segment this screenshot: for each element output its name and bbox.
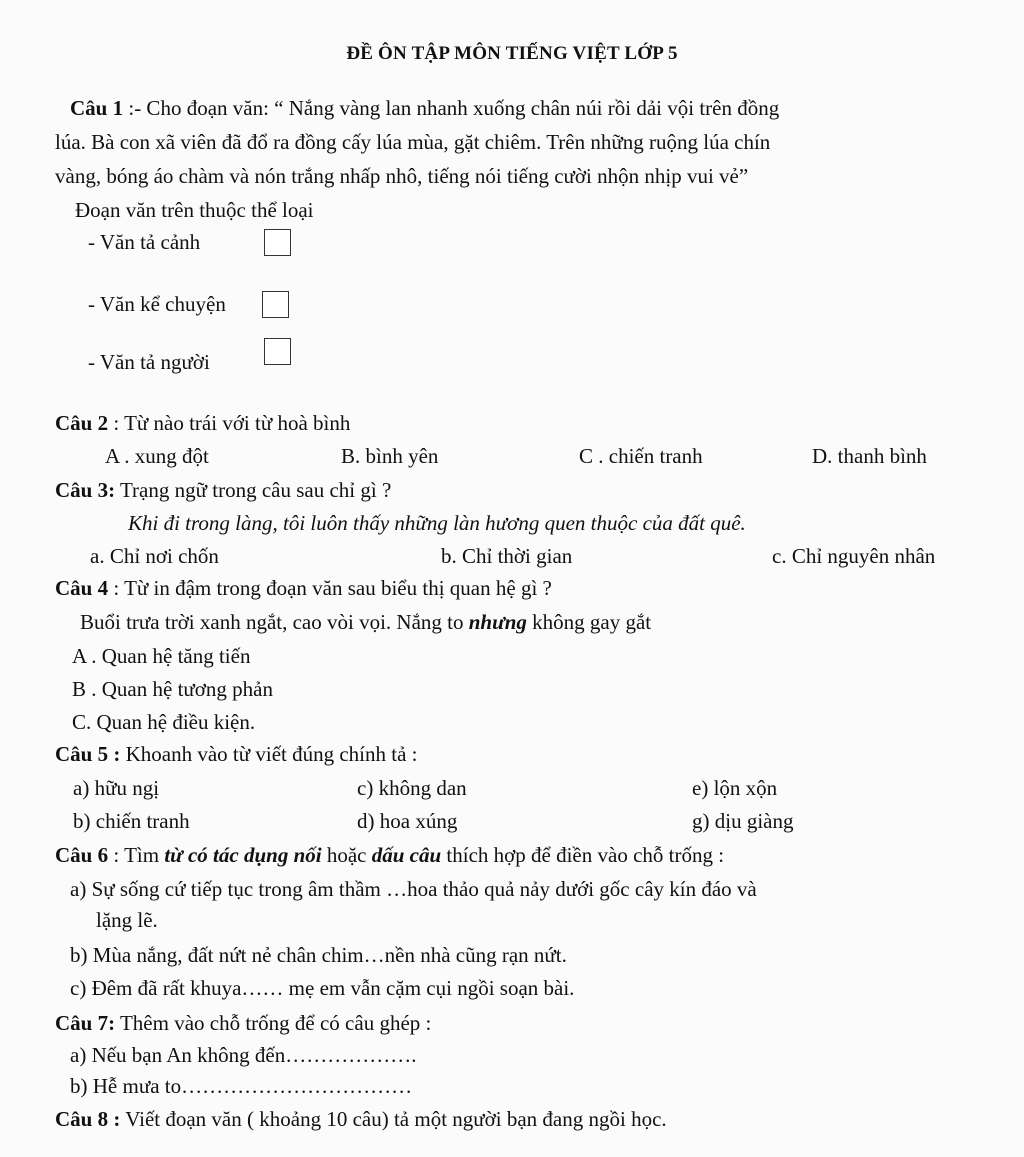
q6-line	[55, 842, 724, 868]
q7-line	[55, 1010, 431, 1036]
q1-checkbox-3[interactable]	[264, 338, 291, 365]
q8-text: Viết đoạn văn ( khoảng 10 câu) tả một người bạn đang ngồi học.	[120, 1107, 667, 1131]
q1-option-1: - Văn tả cảnh	[88, 230, 201, 254]
q3-option-a: a. Chỉ nơi chốn	[90, 544, 219, 568]
q4-text: : Từ in đậm trong đoạn văn sau biểu thị quan hệ gì ?	[108, 576, 552, 600]
q6-item-c: c) Đêm đã rất khuya…… mẹ em vẫn cặm cụi ngồi soạn bài.	[70, 976, 575, 1000]
q5-option-a: a) hữu ngị	[73, 776, 160, 800]
q4-line	[55, 575, 552, 601]
q8-label: Câu 8 :	[55, 1107, 121, 1131]
q2-label: Câu 2	[55, 411, 109, 435]
q6-bold-connector: từ có tác dụng nối	[164, 843, 322, 867]
q1-checkbox-2[interactable]	[262, 291, 289, 318]
q5-line	[55, 741, 418, 767]
q5-label: Câu 5 :	[55, 742, 121, 766]
q3-text: Trạng ngữ trong câu sau chỉ gì ?	[115, 478, 392, 502]
q1-line-1	[70, 95, 779, 121]
q6-bold-punctuation: dấu câu	[371, 843, 442, 867]
q8-line	[55, 1106, 667, 1132]
q1-option-3: - Văn tả người	[88, 350, 210, 374]
q2-option-c: C . chiến tranh	[579, 444, 703, 468]
page-title: ĐỀ ÔN TẬP MÔN TIẾNG VIỆT LỚP 5	[346, 43, 678, 64]
q4-option-b: B . Quan hệ tương phản	[72, 677, 273, 701]
q7-item-a: a) Nếu bạn An không đến……………….	[70, 1043, 417, 1067]
q5-option-g: g) dịu giàng	[692, 809, 794, 833]
q5-option-d: d) hoa xúng	[357, 809, 458, 833]
q2-option-d: D. thanh bình	[812, 444, 927, 468]
q5-option-b: b) chiến tranh	[73, 809, 190, 833]
q4-option-c: C. Quan hệ điều kiện.	[72, 710, 256, 734]
q6-text-c: thích hợp để điền vào chỗ trống :	[441, 843, 725, 867]
q1-option-2: - Văn kể chuyện	[88, 292, 226, 316]
q4-passage-before: Buổi trưa trời xanh ngắt, cao vòi vọi. Nắng to	[80, 610, 469, 634]
q6-text-b: hoặc	[321, 843, 372, 867]
q1-prompt: Đoạn văn trên thuộc thể loại	[75, 198, 314, 222]
q7-label: Câu 7:	[55, 1011, 116, 1035]
q1-line-3: vàng, bóng áo chàm và nón trắng nhấp nhô, tiếng nói tiếng cười nhộn nhịp vui vẻ”	[55, 164, 749, 188]
q5-option-c: c) không dan	[357, 776, 467, 800]
q6-item-a-line-1: a) Sự sống cứ tiếp tục trong âm thầm …hoa thảo quả nảy dưới gốc cây kín đáo và	[70, 877, 757, 901]
q7-item-b: b) Hễ mưa to……………………………	[70, 1074, 413, 1098]
q3-label: Câu 3:	[55, 478, 116, 502]
q3-option-c: c. Chỉ nguyên nhân	[772, 544, 936, 568]
q6-item-a-line-2: lặng lẽ.	[96, 908, 158, 932]
q3-sentence: Khi đi trong làng, tôi luôn thấy những làn hương quen thuộc của đất quê.	[128, 511, 746, 535]
q1-line-2: lúa. Bà con xã viên đã đổ ra đồng cấy lúa mùa, gặt chiêm. Trên những ruộng lúa chín	[55, 130, 771, 154]
q4-passage-after: không gay gắt	[526, 610, 652, 634]
q1-text-1: :- Cho đoạn văn: “ Nắng vàng lan nhanh xuống chân núi rồi dải vội trên đồng	[123, 96, 780, 120]
q5-option-e: e) lộn xộn	[692, 776, 778, 800]
q3-line	[55, 477, 391, 503]
q2-line	[55, 410, 350, 436]
q6-item-b: b) Mùa nắng, đất nứt nẻ chân chim…nền nhà cũng rạn nứt.	[70, 943, 567, 967]
q6-text-a: : Tìm	[108, 843, 165, 867]
q3-option-b: b. Chỉ thời gian	[441, 544, 573, 568]
q4-passage-bold-word: nhưng	[468, 610, 527, 634]
q6-label: Câu 6	[55, 843, 109, 867]
q2-option-b: B. bình yên	[341, 444, 439, 468]
q7-text: Thêm vào chỗ trống để có câu ghép :	[115, 1011, 432, 1035]
q1-label: Câu 1	[70, 96, 124, 120]
q1-checkbox-1[interactable]	[264, 229, 291, 256]
q4-label: Câu 4	[55, 576, 109, 600]
q2-option-a: A . xung đột	[105, 444, 209, 468]
q5-text: Khoanh vào từ viết đúng chính tả :	[120, 742, 418, 766]
q4-option-a: A . Quan hệ tăng tiến	[72, 644, 251, 668]
q2-text: : Từ nào trái với từ hoà bình	[108, 411, 351, 435]
q4-passage	[80, 609, 651, 635]
